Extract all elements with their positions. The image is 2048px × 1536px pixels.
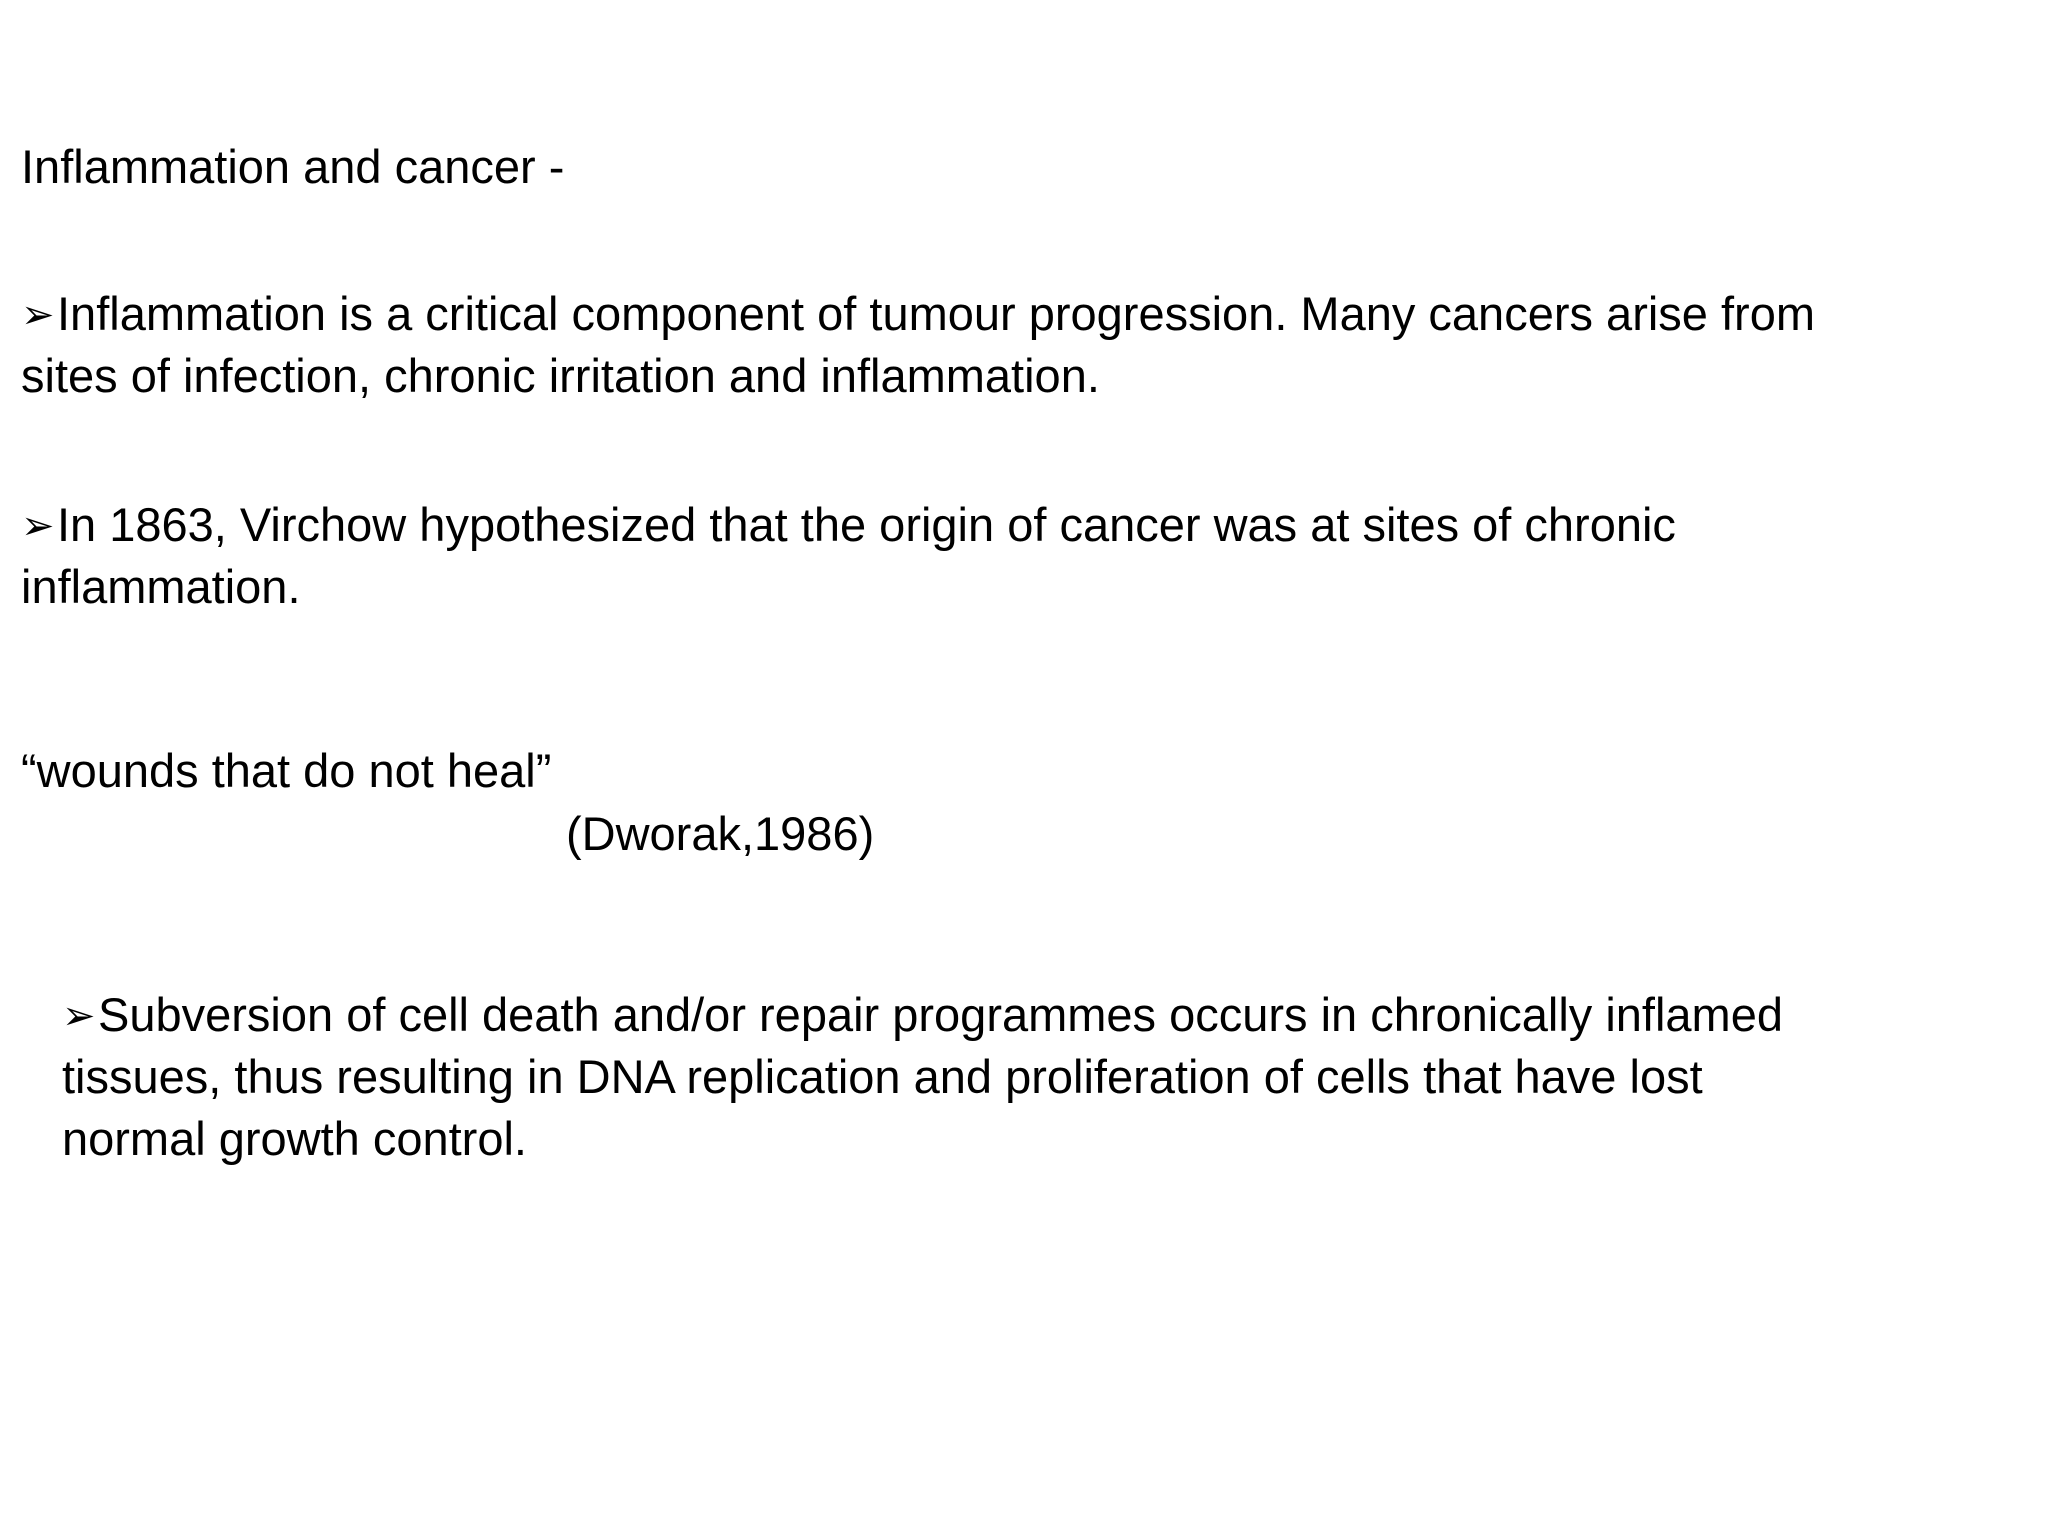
bullet-3-text-line-1: Subversion of cell death and/or repair programmes occurs in chronically inflamed xyxy=(98,988,1783,1041)
bullet-2-line-2: inflammation. xyxy=(21,560,301,613)
bullet-3-line-1 xyxy=(62,984,1783,1047)
bullet-1-line-2: sites of infection, chronic irritation and inflammation. xyxy=(21,349,1100,402)
arrowhead-bullet-icon: ➢ xyxy=(21,293,55,337)
quote-text: “wounds that do not heal” xyxy=(21,744,552,797)
bullet-2-text-line-1: In 1863, Virchow hypothesized that the origin of cancer was at sites of chronic xyxy=(57,498,1676,551)
arrowhead-bullet-icon: ➢ xyxy=(62,994,96,1038)
bullet-3-line-3: normal growth control. xyxy=(62,1112,527,1165)
bullet-2-line-1 xyxy=(21,494,1676,557)
bullet-1-line-1 xyxy=(21,283,1815,346)
bullet-3-line-2: tissues, thus resulting in DNA replication and proliferation of cells that have lost xyxy=(62,1050,1703,1103)
quote-citation: (Dworak,1986) xyxy=(566,807,875,860)
bullet-1-text-line-1: Inflammation is a critical component of tumour progression. Many cancers arise from xyxy=(57,287,1815,340)
slide-heading: Inflammation and cancer - xyxy=(21,140,565,193)
arrowhead-bullet-icon: ➢ xyxy=(21,504,55,548)
